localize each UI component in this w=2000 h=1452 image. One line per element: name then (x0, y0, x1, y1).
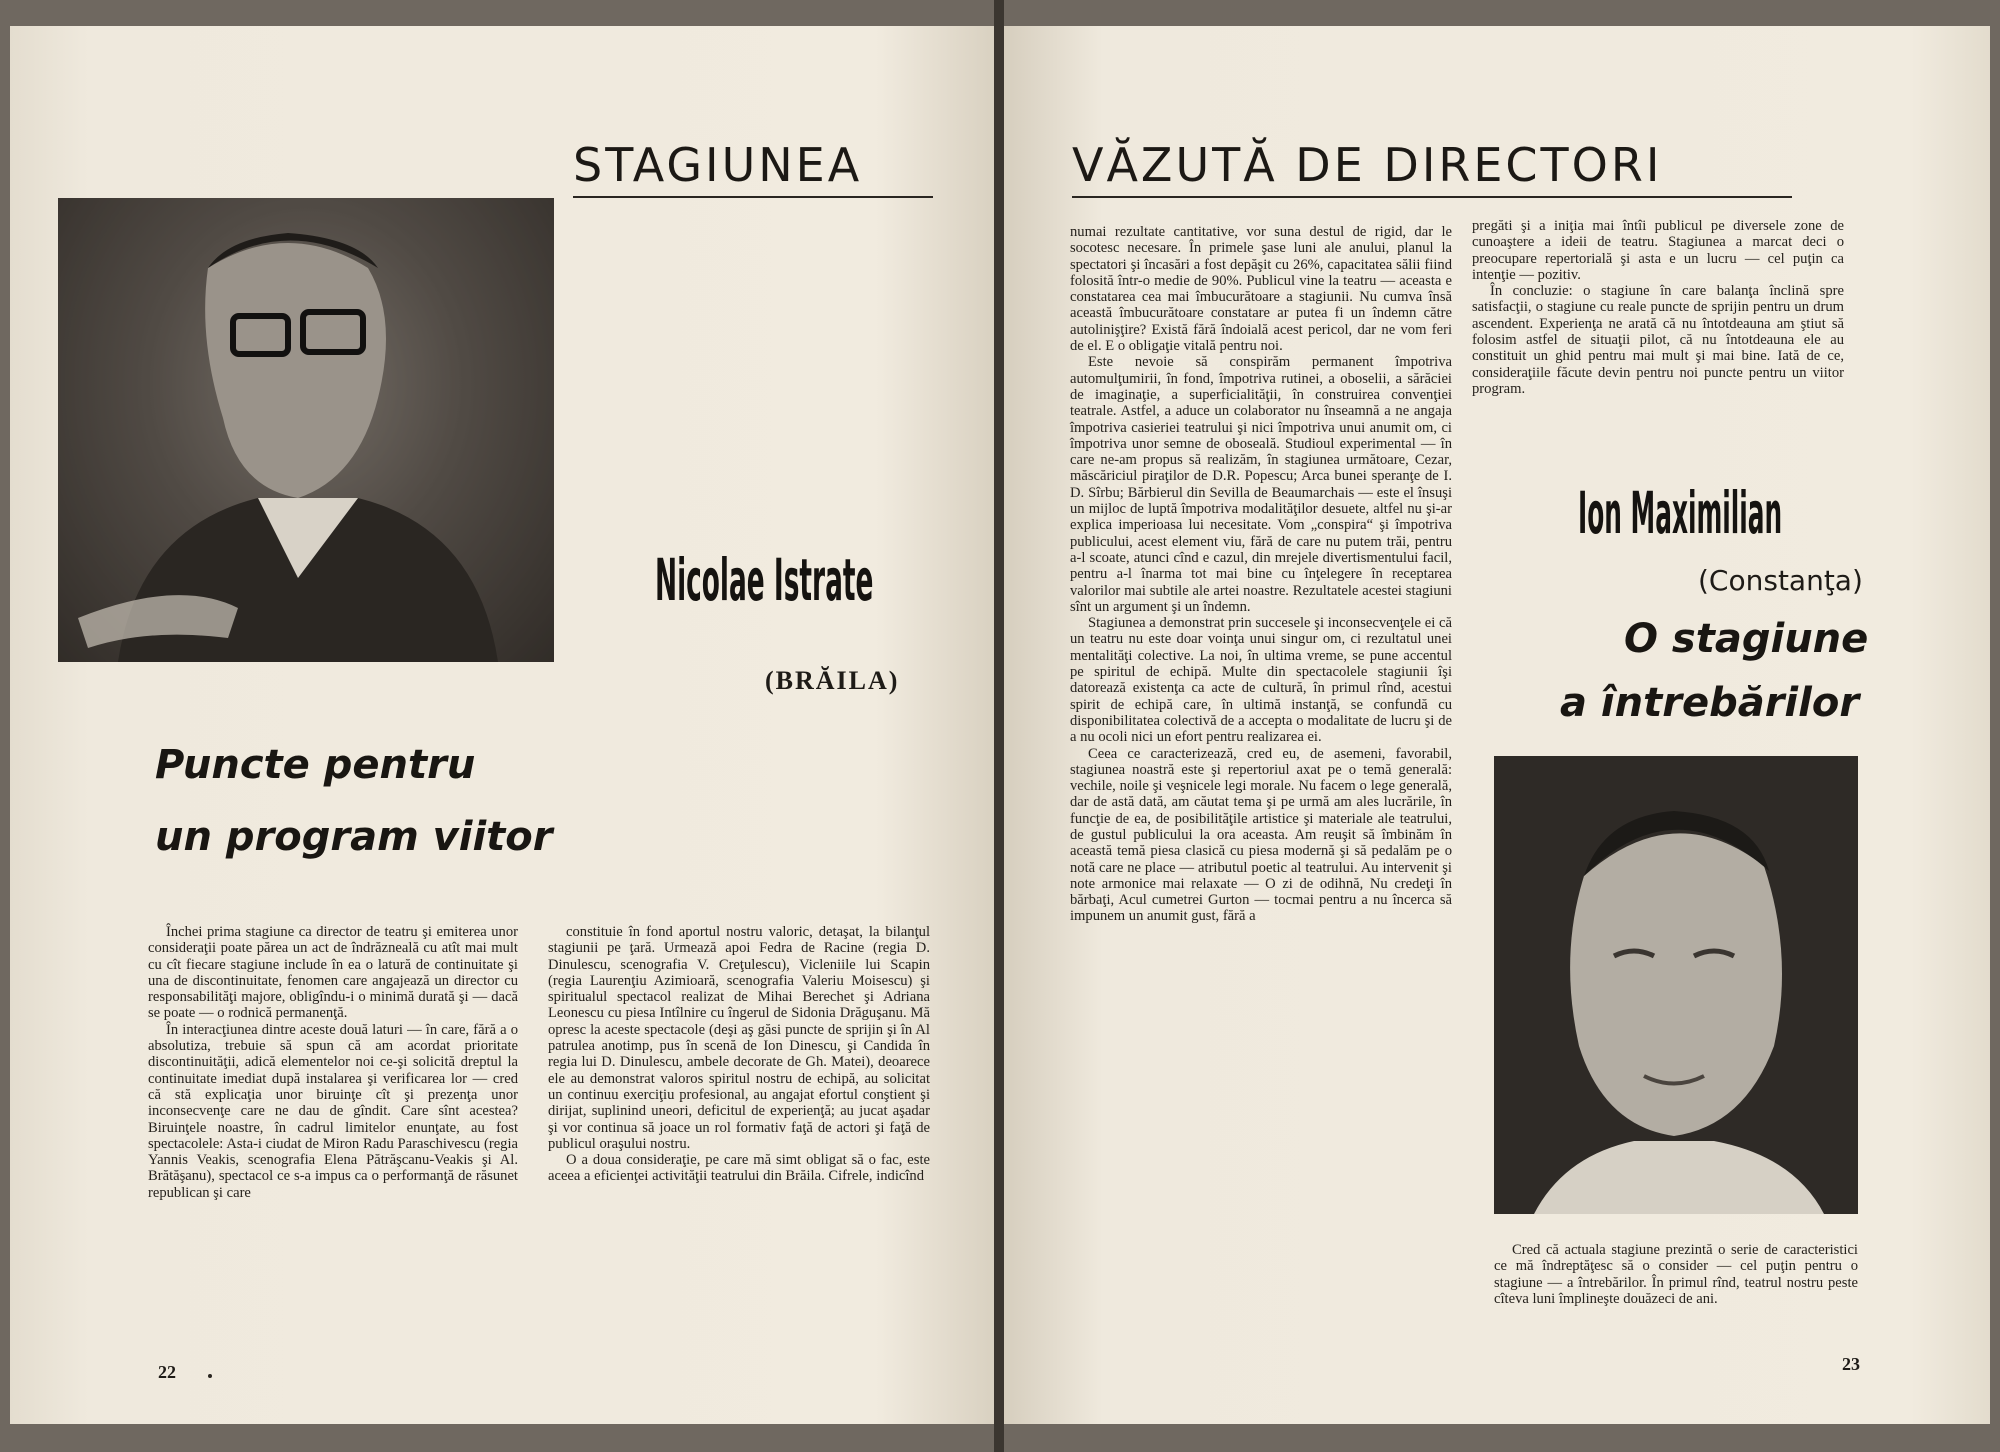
article-column-left-1 (148, 924, 518, 1201)
article-column-right-1 (1070, 224, 1452, 925)
article-title-right-line2: a întrebărilor (1560, 680, 1860, 726)
paragraph: Închei prima stagiune ca director de teatru şi emiterea unor consideraţii poate părea un act de îndrăzneală cu atît mai mult cu cît fiecare stagiune include în ea o latură de continuitate şi una de discontinuitate, fenomen care angajează un director cu responsabilităţi majore, obligîndu-i o minimă durată şi — dacă se poate — o rodnică permanenţă. (148, 924, 518, 1022)
header-rule-right (1072, 196, 1792, 198)
header-left: STAGIUNEA (573, 138, 863, 192)
author-city-right: (Constanţa) (1698, 564, 1863, 597)
paragraph: O a doua consideraţie, pe care mă simt obligat să o fac, este aceea a eficienţei activităţii teatrului din Brăila. Cifrele, indicînd (548, 1152, 930, 1185)
author-city-left: (BRĂILA) (765, 666, 900, 695)
paragraph: constituie în fond aportul nostru valoric, detaşat, la bilanţul stagiunii pe ţară. Urmează apoi Fedra de Racine (regia D. Dinulescu, scenografia V. Creţulescu), Vicleniile lui Scapin (regia Laurenţiu Azimioară, scenografia Valeriu Moisescu) şi spiritualul spectacol realizat de Mihai Berechet şi Adriana Leonescu cu piesa Intîlnire cu îngerul de Sidonia Drăguşanu. Mă opresc la aceste spectacole (deşi aş găsi puncte de sprijin şi în Al patrulea anotimp, pus în scenă de Ion Dinescu, şi Candida în regia lui D. Dinulescu, ambele decorate de Gh. Matei), deoarece ele au demonstrat valoros spiritul nostru de echipă, au solicitat un continuu exerciţiu profesional, au angajat efortul conştient şi dirijat, suplinind uneori, deficitul de experienţă; au jucat aşadar şi vor continua să joace un rol formativ faţă de actori şi faţă de publicul oraşului nostru. (548, 924, 930, 1152)
book-gutter (994, 0, 1004, 1452)
article-title-left-line1: Puncte pentru (155, 742, 476, 788)
paragraph: Stagiunea a demonstrat prin succesele şi inconsecvenţele ei că un teatru nu este doar voinţa unui singur om, ci rezultatul unei mentalităţi colective. La noi, în ultima vreme, se pune accentul pe spiritul de echipă. Multe din spectacolele stagiunii îşi datorează existenţa ca acte de cultură, în primul rînd, acestui spirit de echipă care, în ultimă instanţă, se confundă cu disponibilitatea colectivă de a accepta o modalitate de lucru şi de a nu ocoli nici un efort pentru realizarea ei. (1070, 615, 1452, 746)
paragraph: numai rezultate cantitative, vor suna destul de rigid, dar le socotesc necesare. În primele şase luni ale anului, planul la spectatori şi încasări a fost depăşit cu 26%, capacitatea sălii fiind folosită într-o medie de 90%. Publicul vine la teatru — aceasta e constatarea cea mai îmbucurătoare a stagiunii. Nu cumva însă această îmbucurătoare constatare ar putea fi un îndemn către autolinişţire? Există fără îndoială acest pericol, dar ne vom feri de el. E o obligaţie vitală pentru noi. (1070, 224, 1452, 355)
page-number-left: 22 (158, 1362, 176, 1382)
article-column-right-3 (1494, 1242, 1858, 1307)
paragraph: Este nevoie să conspirăm permanent împotriva automulţumirii, în fond, împotriva rutinei, a oboselii, a sărăciei de imaginaţie, a superficialităţii, în construirea convenţiei teatrale. Astfel, a aduce un colaborator nu înseamnă a ne angaja împotriva casieriei teatrului şi nici împotriva unui anumit om, ci împotriva unor semne de oboseală. Studioul experimental — în care ne-am propus să realizăm, în stagiunea următoare, Cezar, măscăriciul piraţilor de D.R. Popescu; Arca bunei speranţe de I. D. Sîrbu; Bărbierul din Sevilla de Beaumarchais — este el însuşi un mijloc de luptă împotriva modalităţilor desuete, altfel nu şi-ar explica imperioasa lui necesitate. Vom „conspira“ şi împotriva publicului, acest element viu, fără de care nu putem trăi, pentru a-l scoate, atunci cînd e cazul, din mrejele divertismentului facil, pentru a-l înarma tot mai bine cu înţelegere în receptarea valorilor mai subtile ale artei noastre. Rezultatele acestei stagiuni sînt un argument şi un îndemn. (1070, 354, 1452, 615)
header-right: VĂZUTĂ DE DIRECTORI (1072, 138, 1663, 192)
article-title-left-line2: un program viitor (155, 814, 553, 860)
portrait-photo-ion-maximilian (1494, 756, 1858, 1214)
paragraph: În concluzie: o stagiune în care balanţa înclină spre satisfacţii, o stagiune cu reale puncte de sprijin pentru un drum ascendent. Experienţa ne arată că nu întotdeauna am ştiut să folosim astfel de situaţii pilot, că nu întotdeauna ele au constituit un ghid pentru mai mult şi mai bine. Iată de ce, consideraţiile făcute devin pentru noi puncte pentru un viitor program. (1472, 283, 1844, 397)
author-name-right: Ion Maximilian (1578, 481, 1783, 548)
article-column-right-2 (1472, 218, 1844, 397)
author-name-left: Nicolae Istrate (655, 548, 874, 615)
article-column-left-2 (548, 924, 930, 1185)
ornament-dot (208, 1374, 212, 1378)
article-title-right-line1: O stagiune (1624, 616, 1869, 662)
left-page (10, 26, 994, 1424)
page-number-right: 23 (1842, 1354, 1860, 1374)
paragraph: În interacţiunea dintre aceste două laturi — în care, fără a o absolutiza, trebuie să spun că am acordat prioritate discontinuităţii, adică elementelor noi ce-şi solicită dreptul la continuitate imediat după instalarea şi verificarea lor — cred că stă explicaţia unor biruinţe cît şi prezenţa unor inconsecvenţe care ne dau de gîndit. Care sînt acestea? Biruinţele noastre, în cadrul limitelor enunţate, au fost spectacolele: Asta-i ciudat de Miron Radu Paraschivescu (regia Yannis Veakis, scenografia Elena Pătrăşcanu-Veakis şi Al. Brătăşanu), spectacol ce s-a impus ca o performanţă de răsunet republican şi care (148, 1021, 518, 1201)
paragraph: Ceea ce caracterizează, cred eu, de asemeni, favorabil, stagiunea noastră este şi repertoriul axat pe o temă generală: vechile, noile şi veşnicele legi morale. Nu facem o lege generală, dar de astă dată, am căutat tema şi pe urmă am ales lucrările, în funcţie de ea, de posibilităţile artistice şi materiale ale teatrului, de gustul publicului la ora aceasta. Am reuşit să îmbinăm în această temă piesa clasică cu piesa modernă şi să pedalăm pe o notă care ne place — atributul poetic al teatrului. Au intervenit şi note armonice mai relaxate — O zi de odihnă, Nu credeţi în bărbaţi, Acul cumetrei Gurton — tocmai pentru a nu încerca să impunem un anumit gust, fără a (1070, 745, 1452, 925)
header-rule-left (573, 196, 933, 198)
portrait-photo-nicolae-istrate (58, 198, 554, 662)
paragraph: Cred că actuala stagiune prezintă o serie de caracteristici ce mă îndreptăţesc să o consider — cel puţin pentru o stagiune — a întrebărilor. În primul rînd, teatrul nostru peste cîteva luni împlineşte douăzeci de ani. (1494, 1242, 1858, 1307)
right-page (1004, 26, 1990, 1424)
paragraph: pregăti şi a iniţia mai întîi publicul pe diversele zone de cunoaştere a ideii de teatru. Stagiunea a marcat deci o preocupare repertorială şi asta e un lucru — cel puţin ca intenţie — pozitiv. (1472, 218, 1844, 283)
